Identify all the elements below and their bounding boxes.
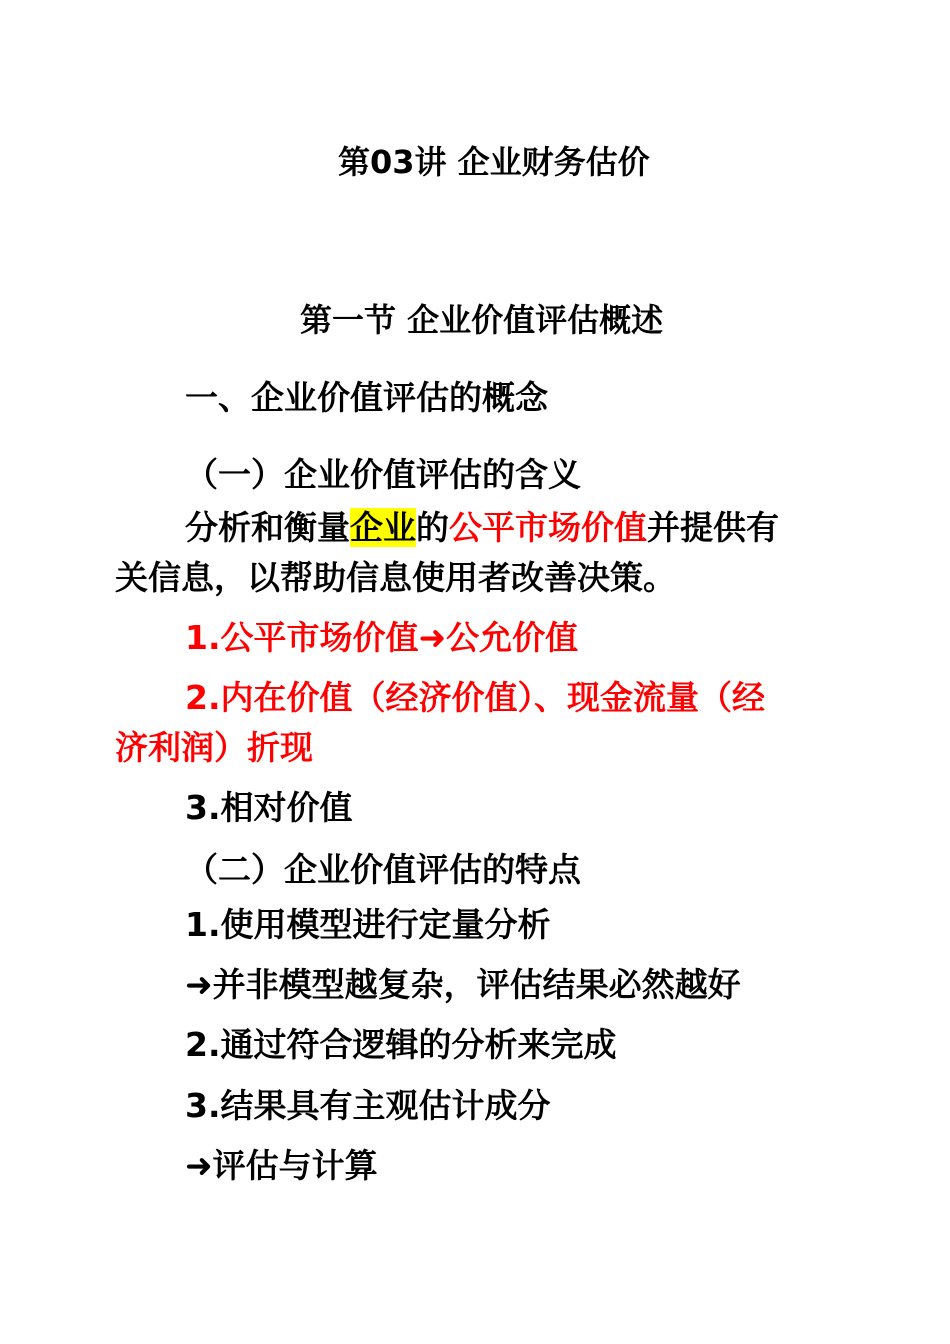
- item-fair-market-value: 1.公平市场价值➜公允价值: [185, 618, 579, 657]
- lecture-title: 第03讲 企业财务估价: [338, 143, 650, 181]
- item-intrinsic-value-line-1: 2.内在价值（经济价值）、现金流量（经: [185, 678, 765, 717]
- definition-text: 的: [416, 508, 449, 547]
- subheading-meaning: （一）企业价值评估的含义: [185, 455, 581, 494]
- subheading-features: （二）企业价值评估的特点: [185, 850, 581, 889]
- section-title: 第一节 企业价值评估概述: [300, 301, 664, 339]
- feature-2: 2.通过符合逻辑的分析来完成: [185, 1025, 617, 1064]
- feature-3: 3.结果具有主观估计成分: [185, 1086, 551, 1125]
- definition-text: 分析和衡量: [185, 508, 350, 547]
- item-intrinsic-value-line-2: 济利润）折现: [115, 728, 313, 767]
- feature-3-note: ➜评估与计算: [185, 1146, 378, 1185]
- item-relative-value: 3.相对价值: [185, 788, 353, 827]
- definition-line-1: [185, 508, 779, 548]
- highlighted-term: 企业: [350, 508, 416, 547]
- feature-1-note: ➜并非模型越复杂，评估结果必然越好: [185, 965, 741, 1004]
- definition-text: 并提供有: [647, 508, 779, 547]
- definition-line-2: 关信息，以帮助信息使用者改善决策。: [115, 558, 676, 597]
- heading-concept: 一、企业价值评估的概念: [185, 378, 548, 417]
- emphasized-term: 公平市场价值: [449, 508, 647, 547]
- feature-1: 1.使用模型进行定量分析: [185, 905, 551, 944]
